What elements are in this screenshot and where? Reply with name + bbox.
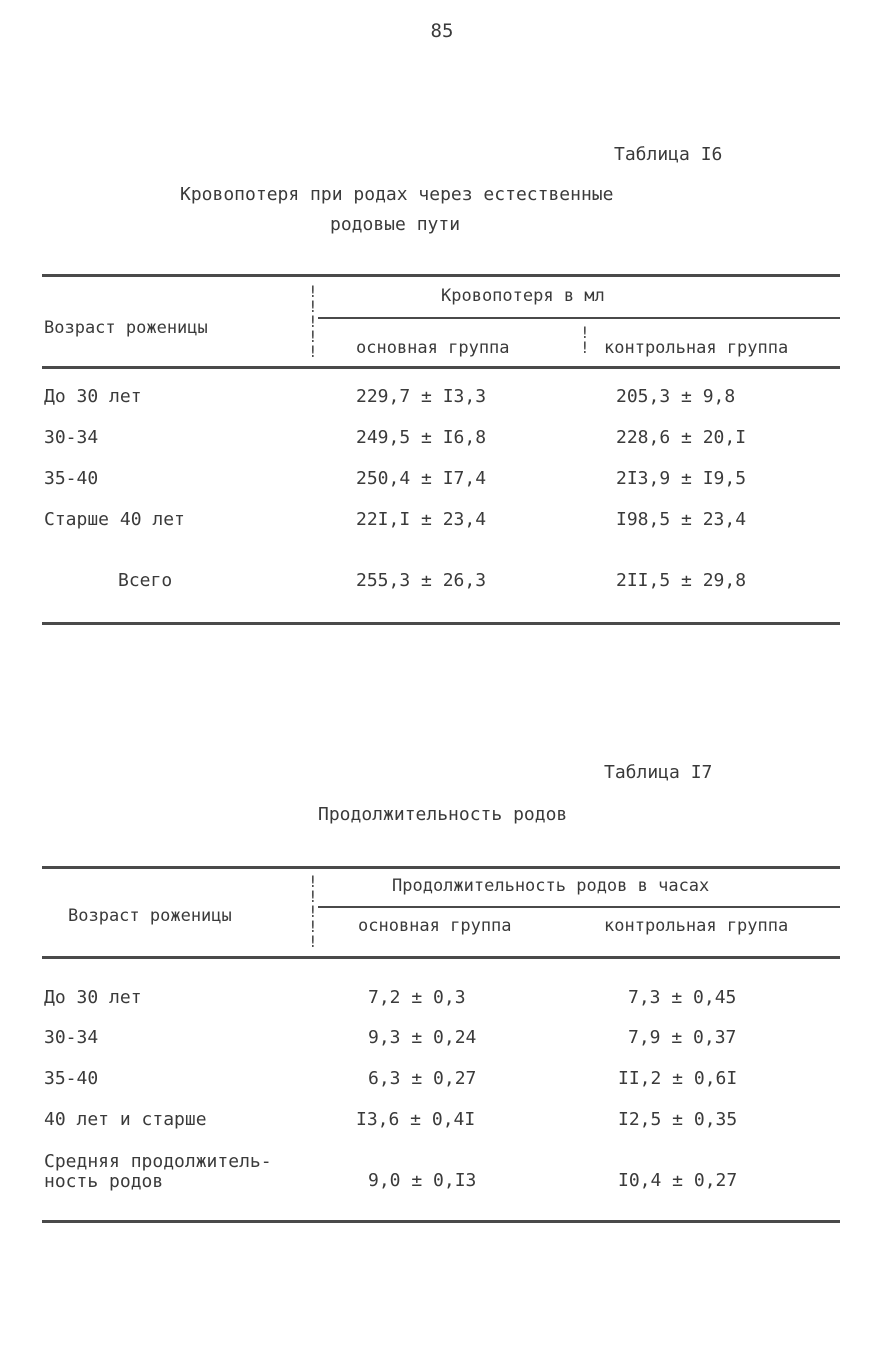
table16-col-main-header: основная группа [356, 338, 510, 358]
row-label: 35-40 [44, 1068, 99, 1089]
cell-control: 228,6 ± 20,I [616, 427, 747, 448]
cell-main: 250,4 ± I7,4 [356, 468, 487, 489]
row-label: Старше 40 лет [44, 509, 185, 530]
cell-main: 7,2 ± 0,3 [368, 987, 466, 1008]
table17-row-header: Возраст роженицы [68, 906, 232, 926]
table16-title-line2: родовые пути [330, 214, 461, 235]
cell-control: II,2 ± 0,6I [618, 1068, 738, 1089]
table17-subheader-rule [318, 906, 840, 908]
cell-main: 255,3 ± 26,3 [356, 570, 487, 591]
table17-header-rule [42, 956, 840, 959]
table17-title: Продолжительность родов [318, 804, 568, 825]
table16-col-control-header: контрольная группа [604, 338, 789, 358]
table16-caption: Таблица I6 [614, 144, 723, 165]
table17-caption: Таблица I7 [604, 762, 713, 783]
cell-main: 6,3 ± 0,27 [368, 1068, 477, 1089]
cell-main: 249,5 ± I6,8 [356, 427, 487, 448]
cell-control: 7,3 ± 0,45 [628, 987, 737, 1008]
table17-column-separator: ! ! ! ! ! [308, 872, 318, 951]
table17-top-rule [42, 866, 840, 869]
cell-main: 229,7 ± I3,3 [356, 386, 487, 407]
cell-main: 9,0 ± 0,I3 [368, 1170, 477, 1191]
table16-bottom-rule [42, 622, 840, 625]
page-number: 85 [430, 20, 454, 42]
cell-main: 22I,I ± 23,4 [356, 509, 487, 530]
row-label-line2: ность родов [44, 1171, 164, 1192]
table16-subheader-rule [318, 317, 840, 319]
table17-group-header: Продолжительность родов в часах [392, 876, 710, 896]
table16-column-separator: ! ! ! ! ! [308, 282, 318, 361]
row-label: 30-34 [44, 1027, 99, 1048]
table16-row-header: Возраст роженицы [44, 318, 208, 338]
cell-main: 9,3 ± 0,24 [368, 1027, 477, 1048]
table16-group-header: Кровопотеря в мл [441, 286, 605, 306]
table16-top-rule [42, 274, 840, 277]
row-label: До 30 лет [44, 386, 142, 407]
cell-control: I0,4 ± 0,27 [618, 1170, 738, 1191]
cell-control: 205,3 ± 9,8 [616, 386, 736, 407]
cell-control: I98,5 ± 23,4 [616, 509, 747, 530]
table16-header-rule [42, 366, 840, 369]
table16-title-line1: Кровопотеря при родах через естественные [180, 184, 614, 205]
row-label: 40 лет и старше [44, 1109, 207, 1130]
cell-control: 2II,5 ± 29,8 [616, 570, 747, 591]
row-label: 35-40 [44, 468, 99, 489]
row-label: До 30 лет [44, 987, 142, 1008]
cell-control: 7,9 ± 0,37 [628, 1027, 737, 1048]
table17-bottom-rule [42, 1220, 840, 1223]
table17-col-control-header: контрольная группа [604, 916, 789, 936]
table17-col-main-header: основная группа [358, 916, 512, 936]
row-label-line1: Средняя продолжитель- [44, 1151, 272, 1172]
table16-subcolumn-separator: ! ! [580, 323, 590, 357]
cell-control: I2,5 ± 0,35 [618, 1109, 738, 1130]
cell-control: 2I3,9 ± I9,5 [616, 468, 747, 489]
cell-main: I3,6 ± 0,4I [356, 1109, 476, 1130]
row-label: 30-34 [44, 427, 99, 448]
row-label: Всего [118, 570, 173, 591]
